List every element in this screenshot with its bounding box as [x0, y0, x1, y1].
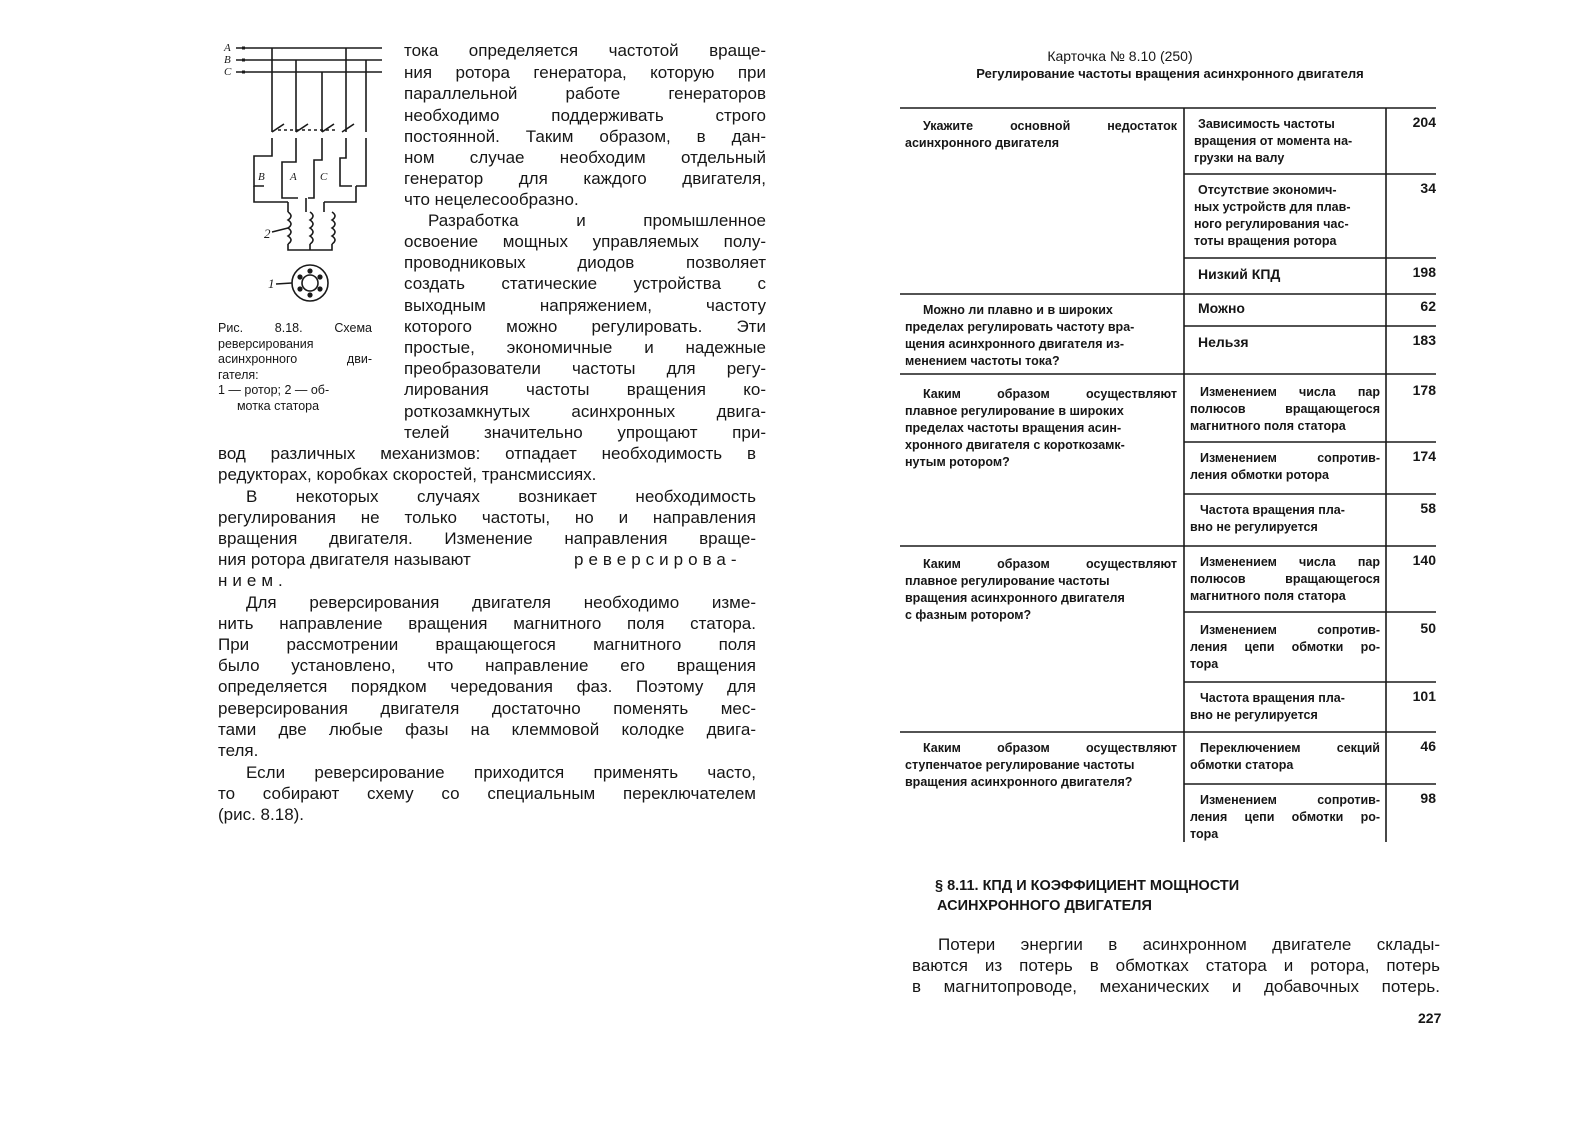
paragraph-line: в магнитопроводе, механических и добавочных потерь. [912, 977, 1440, 996]
body-text-line: регулирования не только частоты, но и направления [218, 508, 756, 527]
body-text-line: Для реверсирования двигателя необходимо изме- [246, 593, 756, 612]
answer-ref-58: 58 [1420, 500, 1436, 516]
answer-line: обмотки статора [1190, 758, 1294, 772]
answer-5-2 [1190, 792, 1380, 843]
body-text-line: ния ротора генератора, которую при [404, 63, 766, 82]
answer-line: Можно [1198, 300, 1245, 316]
section-heading [935, 876, 1239, 916]
body-text-line: вращения двигателя. Изменение направления враще- [218, 529, 756, 548]
answer-ref-101: 101 [1412, 688, 1436, 704]
body-text-line: роткозамкнутых асинхронных двига- [404, 402, 766, 421]
question-line: щения асинхронного двигателя из- [905, 337, 1125, 351]
paragraph-line: Потери энергии в асинхронном двигателе склады- [938, 935, 1440, 954]
answer-ref-50: 50 [1420, 620, 1436, 636]
phase-label-b: B [224, 54, 231, 66]
body-text-line: то собирают схему со специальным переключателем [218, 784, 756, 803]
body-text-line: (рис. 8.18). [218, 805, 305, 824]
answer-1-1 [1194, 116, 1380, 167]
answer-line: вно не регулируется [1190, 520, 1318, 534]
answer-3-3 [1190, 502, 1380, 536]
answer-1-3 [1198, 266, 1380, 283]
card-subtitle: Регулирование частоты вращения асинхронного двигателя [976, 66, 1364, 81]
answer-4-2 [1190, 622, 1380, 673]
question-line: нутым ротором? [905, 455, 1010, 469]
answer-line: Изменением сопротив- [1200, 451, 1380, 465]
body-text-line: Если реверсирование приходится применять часто, [246, 763, 756, 782]
body-text-line: создать статические устройства с [404, 274, 766, 293]
answer-line: Изменением сопротив- [1200, 623, 1380, 637]
answer-line: ления цепи обмотки ро- [1190, 640, 1380, 654]
question-line: пределах частоты вращения асин- [905, 421, 1122, 435]
body-text-line: параллельной работе генераторов [404, 84, 766, 103]
answer-line: полюсов вращающегося [1190, 402, 1380, 416]
question-line: асинхронного двигателя [905, 136, 1060, 150]
answer-line: ных устройств для плав- [1194, 200, 1351, 214]
body-text-line: преобразователи частоты для регу- [404, 359, 766, 378]
answer-ref-62: 62 [1420, 298, 1436, 314]
question-line: плавное регулирование в широких [905, 404, 1124, 418]
body-text-line: телей значительно упрощают при- [404, 423, 766, 442]
answer-ref-204: 204 [1412, 114, 1436, 130]
question-line: вращения асинхронного двигателя [905, 591, 1125, 605]
answer-line: ления цепи обмотки ро- [1190, 810, 1380, 824]
paragraph-line: ваются из потерь в обмотках статора и ротора, потерь [912, 956, 1440, 975]
body-text-line: что нецелесообразно. [404, 190, 579, 209]
question-3 [905, 386, 1177, 471]
question-line: Укажите основной недостаток [923, 119, 1177, 133]
answer-line: Изменением числа пар [1200, 385, 1380, 399]
answer-5-1 [1190, 740, 1380, 774]
body-text-line: ном случае необходим отдельный [404, 148, 766, 167]
answer-line: Зависимость частоты [1198, 117, 1335, 131]
answer-4-3 [1190, 690, 1380, 724]
callout-1: 1 [268, 276, 275, 291]
answer-line: Частота вращения пла- [1200, 503, 1345, 517]
answer-line: полюсов вращающегося [1190, 572, 1380, 586]
caption-line: асинхронного дви- [218, 352, 372, 366]
winding-label-a: A [290, 171, 297, 183]
body-text-line: При рассмотрении вращающегося магнитного поля [218, 635, 756, 654]
caption-line: Рис. 8.18. Схема [218, 321, 372, 335]
body-text-line: нить направление вращения магнитного поля статора. [218, 614, 756, 633]
body-text-line: ния ротора двигателя называют [218, 550, 471, 569]
body-text-line: простые, экономичные и надежные [404, 338, 766, 357]
answer-ref-46: 46 [1420, 738, 1436, 754]
answer-line: тора [1190, 827, 1219, 841]
answer-ref-198: 198 [1412, 264, 1436, 280]
answer-line: ления обмотки ротора [1190, 468, 1330, 482]
answer-line: тоты вращения ротора [1194, 234, 1337, 248]
answer-line: Низкий КПД [1198, 266, 1281, 282]
question-line: ступенчатое регулирование частоты [905, 758, 1135, 772]
answer-2-1 [1198, 300, 1380, 317]
question-5 [905, 740, 1177, 791]
body-text-line: тами две любые фазы на клеммовой колодке двига- [218, 720, 756, 739]
answer-line: магнитного поля статора [1190, 589, 1346, 603]
body-text-line: освоение мощных управляемых полу- [404, 232, 766, 251]
answer-ref-178: 178 [1412, 382, 1436, 398]
caption-line: гателя: [218, 367, 259, 382]
body-text-line: генератор для каждого двигателя, [404, 169, 766, 188]
answer-line: магнитного поля статора [1190, 419, 1346, 433]
body-text-line: редукторах, коробках скоростей, трансмиссиях. [218, 465, 597, 484]
answer-line: Переключением секций [1200, 741, 1380, 755]
answer-line: Изменением числа пар [1200, 555, 1380, 569]
answer-line: Частота вращения пла- [1200, 691, 1345, 705]
body-text-line: вод различных механизмов: отпадает необходимость в [218, 444, 756, 463]
question-line: Каким образом осуществляют [923, 741, 1177, 755]
section-heading-line: § 8.11. КПД И КОЭФФИЦИЕНТ МОЩНОСТИ [935, 878, 1240, 894]
question-line: Каким образом осуществляют [923, 557, 1177, 571]
body-text-line: Разработка и промышленное [428, 211, 766, 230]
body-text-line: реверсирования двигателя достаточно поменять мес- [218, 699, 756, 718]
answer-line: вращения от момента на- [1194, 134, 1353, 148]
phase-label-c: C [224, 66, 232, 78]
body-text-line: определяется порядком чередования фаз. Поэтому для [218, 677, 756, 696]
question-4 [905, 556, 1177, 624]
body-text-line: тока определяется частотой враще- [404, 41, 766, 60]
caption-line: мотка статора [236, 398, 320, 413]
answer-3-2 [1190, 450, 1380, 484]
answer-line: ного регулирования час- [1194, 217, 1349, 231]
body-text-line: В некоторых случаях возникает необходимость [246, 487, 756, 506]
section-heading-line: АСИНХРОННОГО ДВИГАТЕЛЯ [937, 898, 1152, 914]
body-text-line: теля. [218, 741, 259, 760]
body-text-line: проводниковых диодов позволяет [404, 253, 766, 272]
answer-ref-140: 140 [1412, 552, 1436, 568]
answer-4-1 [1190, 554, 1380, 605]
question-line: хронного двигателя с короткозамк- [905, 438, 1125, 452]
answer-ref-183: 183 [1412, 332, 1436, 348]
answer-2-2 [1198, 334, 1380, 351]
question-line: с фазным ротором? [905, 608, 1032, 622]
term-reversing-part-2: нием. [218, 571, 288, 590]
question-line: плавное регулирование частоты [905, 574, 1110, 588]
winding-label-b: B [258, 171, 265, 183]
term-reversing-part-1: реверсирова- [574, 550, 742, 569]
body-text-line: лирования частоты вращения ко- [404, 380, 766, 399]
question-1 [905, 118, 1177, 152]
winding-label-c: C [320, 171, 328, 183]
answer-3-1 [1190, 384, 1380, 435]
answer-line: вно не регулируется [1190, 708, 1318, 722]
question-2 [905, 302, 1177, 370]
answer-line: Нельзя [1198, 334, 1249, 350]
page-number: 227 [1418, 1010, 1442, 1026]
question-line: менением частоты тока? [905, 354, 1060, 368]
answer-line: грузки на валу [1194, 151, 1285, 165]
answer-ref-174: 174 [1412, 448, 1436, 464]
answer-ref-98: 98 [1420, 790, 1436, 806]
answer-line: Отсутствие экономич- [1198, 183, 1337, 197]
question-line: пределах регулировать частоту вра- [905, 320, 1135, 334]
callout-2: 2 [264, 226, 271, 241]
card-title: Карточка № 8.10 (250) [1047, 48, 1193, 64]
answer-line: Изменением сопротив- [1200, 793, 1380, 807]
body-text-line: постоянной. Таким образом, в дан- [404, 127, 766, 146]
body-text-line: необходимо поддерживать строго [404, 106, 766, 125]
question-line: Каким образом осуществляют [923, 387, 1177, 401]
question-line: Можно ли плавно и в широких [923, 303, 1113, 317]
body-text-line: которого можно регулировать. Эти [404, 317, 766, 336]
caption-line: 1 — ротор; 2 — об- [218, 383, 330, 397]
body-text-line: было установлено, что направление его вращения [218, 656, 756, 675]
answer-ref-34: 34 [1420, 180, 1436, 196]
answer-1-2 [1194, 182, 1380, 250]
body-text-line: выходным напряжением, частоту [404, 296, 766, 315]
answer-line: тора [1190, 657, 1219, 671]
question-line: вращения асинхронного двигателя? [905, 775, 1133, 789]
phase-label-a: A [224, 42, 231, 54]
caption-line: реверсирования [218, 336, 314, 351]
